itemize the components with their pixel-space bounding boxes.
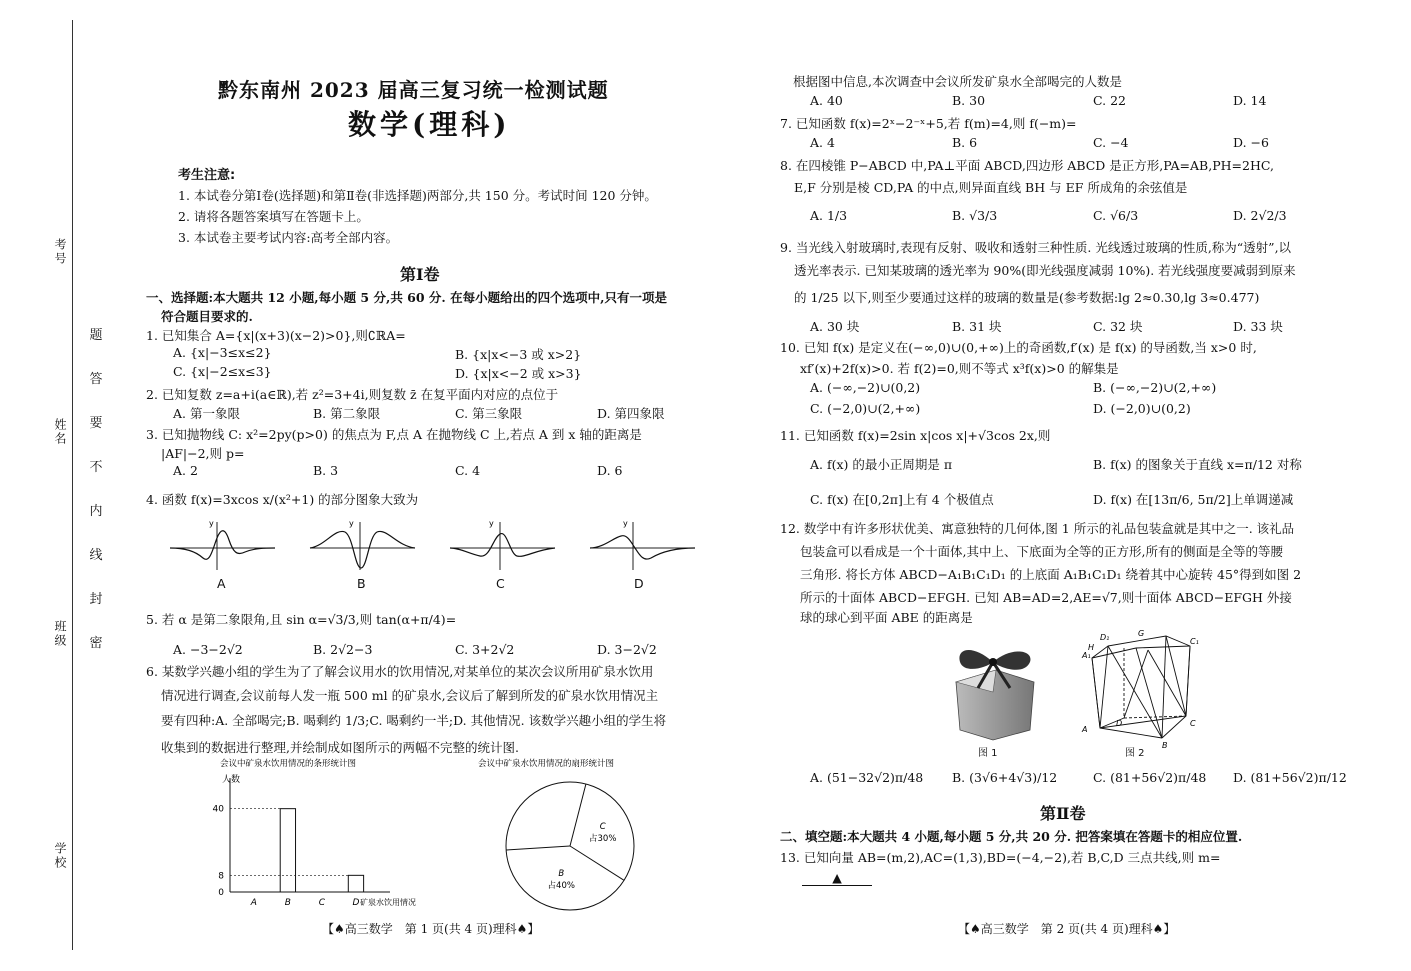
q4-label-c: C	[496, 576, 505, 591]
q12-stem: 三角形. 将长方体 ABCD−A₁B₁C₁D₁ 的上底面 A₁B₁C₁D₁ 绕着其中心旋转 45°得到如图 2	[800, 567, 1302, 582]
x-tick-label: B	[284, 898, 291, 908]
svg-text:D₁: D₁	[1100, 633, 1110, 642]
svg-text:D: D	[1116, 719, 1123, 728]
q9-option-c: C. 32 块	[1093, 319, 1143, 334]
q11-option-d: D. f(x) 在[13π/6, 5π/2]上单调递减	[1093, 492, 1294, 507]
q6-stem-cont: 根据图中信息,本次调查中会议所发矿泉水全部喝完的人数是	[793, 74, 1122, 89]
name-label: 姓名	[53, 418, 67, 446]
x-tick-label: D	[352, 898, 360, 908]
figure1-caption: 图 1	[978, 748, 998, 759]
bar-chart-ylabel: 人数	[222, 775, 241, 785]
q9-stem: 9. 当光线入射玻璃时,表现有反射、吸收和透射三种性质. 光线透过玻璃的性质,称为“透射”,以	[780, 240, 1292, 255]
svg-text:A₁: A₁	[1082, 651, 1091, 660]
q3-stem-cont: |AF|−2,则 p=	[161, 446, 245, 461]
q8-option-d: D. 2√2/3	[1233, 208, 1287, 223]
q8-stem: 8. 在四棱锥 P−ABCD 中,PA⊥平面 ABCD,四边形 ABCD 是正方形,PA=AB,PH=2HC,	[780, 158, 1274, 173]
exam-no-label: 考号	[53, 238, 67, 266]
q8-option-b: B. √3/3	[952, 208, 998, 223]
q3-option-b: B. 3	[313, 463, 339, 478]
q4-graph-c	[450, 522, 555, 570]
q10-option-d: D. (−2,0)∪(0,2)	[1093, 401, 1191, 416]
section2-heading: 二、填空题:本大题共 4 小题,每小题 5 分,共 20 分. 把答案填在答题卡的相应位置.	[780, 829, 1243, 844]
y-tick-label: 40	[212, 804, 224, 815]
svg-text:A: A	[1082, 725, 1088, 734]
pie-chart-title: 会议中矿泉水饮用情况的扇形统计图	[478, 759, 615, 769]
gift-box-figure	[938, 640, 1048, 742]
q4-graph-d	[590, 522, 695, 570]
q2-stem: 2. 已知复数 z=a+i(a∈ℝ),若 z²=3+4i,则复数 z̄ 在复平面内对应的点位于	[146, 387, 559, 402]
seal-char: 密	[89, 636, 103, 651]
notice-item: 2. 请将各题答案填写在答题卡上。	[178, 209, 369, 224]
q5-option-b: B. 2√2−3	[313, 642, 373, 657]
exam-title: 黔东南州 2023 届高三复习统一检测试题	[218, 78, 609, 102]
x-tick-label: A	[250, 898, 257, 908]
pie-slice-percent: 占30%	[589, 834, 617, 845]
q7-option-a: A. 4	[810, 135, 835, 150]
part2-title: 第Ⅱ卷	[1040, 804, 1086, 823]
q9-stem: 透光率表示. 已知某玻璃的透光率为 90%(即光线强度减弱 10%). 若光线强度要减弱到原来	[794, 263, 1296, 278]
q3-option-c: C. 4	[455, 463, 481, 478]
q8-stem-cont: E,F 分别是棱 CD,PA 的中点,则异面直线 BH 与 EF 所成角的余弦值是	[794, 180, 1188, 195]
svg-text:B: B	[1162, 741, 1168, 750]
x-axis-label: 矿泉水饮用情况	[360, 898, 416, 907]
seal-char: 封	[89, 592, 103, 607]
seal-char: 线	[89, 548, 103, 563]
class-label: 班级	[53, 620, 67, 648]
pie-slice-percent: 占40%	[547, 881, 575, 892]
seal-char: 内	[89, 504, 103, 519]
q10-option-a: A. (−∞,−2)∪(0,2)	[810, 380, 921, 395]
svg-text:y: y	[623, 519, 628, 528]
svg-text:y: y	[489, 519, 494, 528]
svg-text:y: y	[209, 519, 214, 528]
notice-item: 3. 本试卷主要考试内容:高考全部内容。	[178, 230, 399, 245]
q6-stem: 要有四种:A. 全部喝完;B. 喝剩约 1/3;C. 喝剩约一半;D. 其他情况. 该数学兴趣小组的学生将	[161, 713, 667, 728]
q7-option-b: B. 6	[952, 135, 978, 150]
q12-option-a: A. (51−32√2)π/48	[810, 770, 924, 785]
q12-stem: 所示的十面体 ABCD−EFGH. 已知 AB=AD=2,AE=√7,则十面体 ABCD−EFGH 外接	[800, 590, 1292, 605]
q8-option-a: A. 1/3	[810, 208, 848, 223]
svg-text:H: H	[1088, 643, 1095, 652]
q6-option-b: B. 30	[952, 93, 986, 108]
q3-option-d: D. 6	[597, 463, 623, 478]
part1-title: 第Ⅰ卷	[400, 265, 440, 284]
q4-label-d: D	[634, 576, 644, 591]
q12-option-d: D. (81+56√2)π/12	[1233, 770, 1347, 785]
q1-option-a: A. {x|−3≤x≤2}	[173, 345, 272, 360]
x-tick-label: C	[318, 898, 326, 908]
q5-option-a: A. −3−2√2	[173, 642, 243, 657]
q11-stem: 11. 已知函数 f(x)=2sin x|cos x|+√3cos 2x,则	[780, 428, 1051, 443]
q4-graph-b	[310, 522, 415, 570]
bar-B	[280, 809, 295, 892]
svg-text:C₁: C₁	[1190, 637, 1199, 646]
q11-option-b: B. f(x) 的图象关于直线 x=π/12 对称	[1093, 457, 1302, 472]
q7-option-c: C. −4	[1093, 135, 1129, 150]
q6-stem: 收集到的数据进行整理,并绘制成如图所示的两幅不完整的统计图.	[161, 740, 519, 755]
bar-chart	[200, 756, 460, 908]
binding-strip	[0, 0, 103, 971]
svg-text:G: G	[1138, 629, 1145, 638]
q6-stem: 情况进行调查,会议前每人发一瓶 500 ml 的矿泉水,会议后了解到所发的矿泉水饮用情况主	[161, 688, 659, 703]
y-tick-label: 0	[218, 888, 224, 898]
q1-option-b: B. {x|x<−3 或 x>2}	[455, 347, 582, 362]
seal-char: 要	[89, 416, 103, 431]
figure2-caption: 图 2	[1125, 748, 1145, 759]
notice-title: 考生注意:	[178, 168, 236, 183]
q1-stem: 1. 已知集合 A={x|(x+3)(x−2)>0},则∁ℝA=	[146, 328, 406, 343]
q9-option-b: B. 31 块	[952, 319, 1002, 334]
q9-stem: 的 1/25 以下,则至少要通过这样的玻璃的数量是(参考数据:lg 2≈0.30,lg 3≈0.477)	[794, 290, 1260, 305]
section1-heading: 一、选择题:本大题共 12 小题,每小题 5 分,共 60 分. 在每小题给出的四个选项中,只有一项是	[146, 290, 667, 305]
bar-chart-title: 会议中矿泉水饮用情况的条形统计图	[220, 759, 357, 769]
page2-footer: 【♠高三数学 第 2 页(共 4 页)理科♠】	[958, 922, 1176, 936]
q2-option-c: C. 第三象限	[455, 406, 523, 421]
q6-option-d: D. 14	[1233, 93, 1267, 108]
q7-stem: 7. 已知函数 f(x)=2ˣ−2⁻ˣ+5,若 f(m)=4,则 f(−m)=	[780, 116, 1077, 131]
q5-option-c: C. 3+2√2	[455, 642, 515, 657]
q13-stem: 13. 已知向量 AB=(m,2),AC=(1,3),BD=(−4,−2),若 B,C,D 三点共线,则 m=	[780, 850, 1221, 865]
q10-stem: 10. 已知 f(x) 是定义在(−∞,0)∪(0,+∞)上的奇函数,f′(x) 是 f(x) 的导函数,当 x>0 时,	[780, 340, 1257, 355]
q10-option-c: C. (−2,0)∪(2,+∞)	[810, 401, 921, 416]
q9-option-d: D. 33 块	[1233, 319, 1283, 334]
pie-slice-label: B	[558, 869, 565, 880]
q4-graphs	[165, 518, 665, 573]
q5-stem: 5. 若 α 是第二象限角,且 sin α=√3/3,则 tan(α+π/4)=	[146, 612, 457, 627]
q8-option-c: C. √6/3	[1093, 208, 1139, 223]
q9-option-a: A. 30 块	[810, 319, 860, 334]
page1-footer: 【♠高三数学 第 1 页(共 4 页)理科♠】	[322, 922, 540, 936]
q3-option-a: A. 2	[173, 463, 198, 478]
q7-option-d: D. −6	[1233, 135, 1269, 150]
svg-text:C: C	[1190, 719, 1196, 728]
q12-stem: 12. 数学中有许多形状优美、寓意独特的几何体,图 1 所示的礼品包装盒就是其中之一. 该礼品	[780, 521, 1295, 536]
q11-option-c: C. f(x) 在[0,2π]上有 4 个极值点	[810, 492, 994, 507]
seal-char: 答	[89, 372, 103, 387]
svg-text:y: y	[349, 519, 354, 528]
q6-option-c: C. 22	[1093, 93, 1126, 108]
q2-option-a: A. 第一象限	[173, 406, 240, 421]
q1-option-c: C. {x|−2≤x≤3}	[173, 364, 272, 379]
school-label: 学校	[53, 842, 67, 870]
seal-char: 不	[89, 460, 103, 475]
q12-stem: 包装盒可以看成是一个十面体,其中上、下底面为全等的正方形,所有的侧面是全等的等腰	[800, 544, 1283, 559]
q5-option-d: D. 3−2√2	[597, 642, 657, 657]
q13-answer-blank: ▲	[802, 870, 872, 886]
q1-option-d: D. {x|x<−2 或 x>3}	[455, 366, 582, 381]
seal-char: 题	[89, 328, 103, 343]
q3-stem: 3. 已知抛物线 C: x²=2py(p>0) 的焦点为 F,点 A 在抛物线 C 上,若点 A 到 x 轴的距离是	[146, 427, 642, 442]
q4-graph-a	[170, 522, 275, 570]
q12-option-c: C. (81+56√2)π/48	[1093, 770, 1207, 785]
q10-option-b: B. (−∞,−2)∪(2,+∞)	[1093, 380, 1217, 395]
bar-D	[348, 875, 363, 892]
exam-subtitle: 数学(理科)	[348, 108, 511, 141]
q6-option-a: A. 40	[810, 93, 843, 108]
q10-stem: xf′(x)+2f(x)>0. 若 f(2)=0,则不等式 x³f(x)>0 的解集是	[800, 361, 1119, 376]
q12-option-b: B. (3√6+4√3)/12	[952, 770, 1058, 785]
q4-label-a: A	[217, 576, 226, 591]
q6-stem: 6. 某数学兴趣小组的学生为了了解会议用水的饮用情况,对某单位的某次会议所用矿泉水饮用	[146, 664, 654, 679]
binding-line	[72, 20, 73, 950]
y-tick-label: 8	[218, 871, 224, 882]
q4-label-b: B	[357, 576, 366, 591]
notice-item: 1. 本试卷分第Ⅰ卷(选择题)和第Ⅱ卷(非选择题)两部分,共 150 分。考试时间 120 分钟。	[178, 188, 657, 203]
decahedron-figure	[1078, 628, 1208, 750]
pie-slice-label: C	[599, 822, 606, 833]
q11-option-a: A. f(x) 的最小正周期是 π	[810, 457, 953, 472]
section1-heading-cont: 符合题目要求的.	[161, 309, 253, 324]
q2-option-d: D. 第四象限	[597, 406, 665, 421]
pie-chart	[470, 756, 670, 918]
q4-stem: 4. 函数 f(x)=3xcos x/(x²+1) 的部分图象大致为	[146, 492, 419, 507]
q12-stem: 球的球心到平面 ABE 的距离是	[800, 610, 973, 625]
q2-option-b: B. 第二象限	[313, 406, 381, 421]
